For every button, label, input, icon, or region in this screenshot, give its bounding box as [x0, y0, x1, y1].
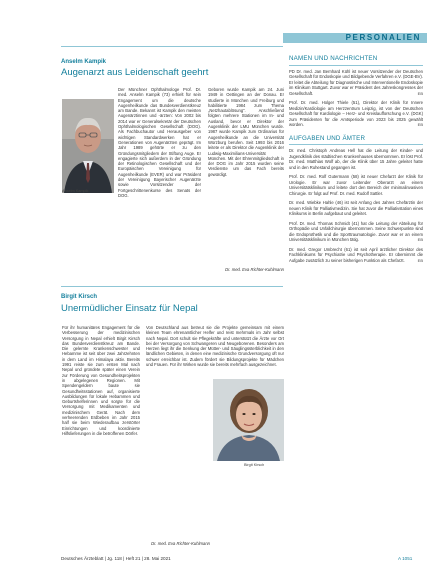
article2-kicker: Birgit Kirsch [61, 294, 98, 300]
offices-item [289, 200, 423, 217]
article2-column-1 [62, 325, 140, 547]
portrait-image [62, 99, 114, 193]
news-heading-rule [289, 65, 423, 66]
section-title: PERSONALIEN [345, 33, 421, 42]
article1-body-1: Der Münchner Ophthalmologe Prof. Dr. med. Anselm Kampik (73) erhielt für sein Engagement um die deutsche Augenheilkunde das Bundesverdienstkreuz am Bande. Bekannt ist Kampik den meisten Augenärztinnen und -ärzten: Von 2002 bis 2014 war er Generalsekretär der Deutschen Ophthalmologischen Gesellschaft (DOG). Als Fachbuchautor und Herausgeber von wichtigen Standardwerken hat er Generationen von Augenärzten geprägt. Im Jahr 1989 gehörte er zu den Gründungsmitgliedern der Stiftung Auge. Er engagierte sich außerdem in der Gründung der Retinologischen Gesellschaft und der Europäischen Vereinigung für Augenheilkunde (EVER) und war Präsident der Vereinigung Bayerischer Augenärzte sowie Vorsitzender der Fortgeschrittenenkurse des Senats der DOG. [118, 87, 201, 198]
article-divider-2 [61, 286, 283, 287]
article2-body-1: Für ihr humanitäres Engagement für die Verbesserung der medizinischen Versorgung in Nepal erhielt Birgit Kirsch das Bundesverdienstkreuz am Bande. Die gelernte Krankenschwester und Hebamme ist seit über zwei Jahrzehnten in dem Land im Himalaya aktiv. Bereits 1991 reiste sie zum ersten Mal nach Nepal und gründete später einen Verein zur Förderung von Gesundheitsprojekten in abgelegenen Regionen. Mit Spendengeldern baute sie Gesundheitsstationen auf, organisierte Ausbildungen für lokale Hebammen und Geburtshelferinnen und sorgte für die Versorgung mit Medikamenten und medizinischem Gerät. Nach dem verheerenden Erdbeben im Jahr 2015 half sie beim Wiederaufbau zerstörter Einrichtungen und koordinierte Hilfslieferungen in die betroffenen Dörfer. [62, 325, 140, 436]
sidebar [289, 56, 423, 267]
article1-signature: Dr. med. Eva Richter-Kuhlmann [225, 267, 284, 272]
article1-signature-box [208, 267, 284, 273]
article1-photo-caption: Anselm Kampik [62, 189, 89, 193]
offices-heading: AUFGABEN UND ÄMTER [289, 134, 366, 142]
news-item [289, 69, 423, 97]
news-heading: NAMEN UND NACHRICHTEN [289, 55, 378, 62]
article2-headline: Unermüdlicher Einsatz für Nepal [61, 303, 198, 314]
footer-journal: Deutsches Ärzteblatt | Jg. 118 | Heft 21 | 28. Mai 2021 [61, 556, 171, 561]
article2-signature-box [146, 541, 210, 547]
article2-column-2a [146, 325, 284, 377]
offices-item-ref: EB [417, 257, 423, 263]
news-item-ref: EB [417, 122, 423, 127]
offices-item [289, 148, 423, 170]
article1-column-2 [208, 87, 284, 257]
news-item [289, 100, 423, 128]
offices-item-ref: EB [417, 237, 423, 242]
footer-page-number: A 1051 [398, 556, 413, 561]
article1-portrait [62, 99, 114, 193]
offices-item [289, 247, 423, 264]
offices-heading-rule [289, 144, 423, 145]
offices-item-text: Dr. med. Christoph Andreas Hell hat die Leitung der Kinder- und Jugendklinik des städtischen Krankenhauses übernommen. Er löst Prof. Dr. med. Matthias Wolf ab, der die Klinik über 15 Jahre geleitet hatte und in den Ruhestand gegangen ist. [289, 148, 423, 170]
offices-item-text: Dr. med. Wiebke Hahle (46) ist seit Anfang des Jahres Chefärztin der neuen Klinik für Palliativmedizin. Sie hat zuvor die Palliativstation eines Klinikums in Berlin aufgebaut und geleitet. [289, 200, 423, 216]
offices-item [289, 221, 423, 243]
news-item-ref: EB [417, 90, 423, 96]
article1-column-1a [118, 87, 201, 199]
article1-column-1b [62, 202, 201, 274]
page-header [0, 0, 427, 44]
article1-kicker: Anselm Kampik [61, 59, 107, 65]
article-divider [61, 46, 283, 47]
article2-column-2b [146, 378, 210, 542]
portrait-image [213, 379, 284, 461]
offices-item-text: Dr. med. Gregor Umbrecht (61) ist seit April ärztlicher Direktor des Fachklinikums für Psychiatrie und Psychotherapie. Er übernimmt die Aufgabe zusätzlich zu seiner bisherigen Funktion als Chefarzt. [289, 246, 423, 263]
article1-body-2: Geboren wurde Kampik am 24. Juni 1949 in Oettingen an der Donau. Er studierte in München und Freiburg und habilitierte 1984 zum Thema „Netzhautablösung“. Anschließend folgten mehrere Stationen im In- und Ausland, bevor er Direktor der Augenklinik der LMU München wurde. 1987 wurde Kampik zum Ordinarius für Augenheilkunde an die Universität Würzburg berufen. Seit 1993 bis 2016 leitete er als Direktor die Augenklinik der Ludwig-Maximilians-Universität München. Mit der Ehrenmitgliedschaft in der DOG im Jahr 2015 wurden seine Verdienste um das Fach bereits gewürdigt. [208, 87, 284, 177]
offices-item-text: Prof. Dr. med. Rolf Gutermann (58) ist neuer Chefarzt der Klinik für Urologie. Er war zuvor Leitender Oberarzt an einem Universitätsklinikum und leitete dort den Bereich der minimalinvasiven Chirurgie. Er folgt auf Prof. Dr. med. Rudolf Sattler. [289, 174, 423, 196]
offices-item-text: Prof. Dr. med. Thomas Schmidt (41) hat die Leitung der Abteilung für Orthopädie und Unfallchirurgie übernommen. Seine Schwerpunkte sind die Endoprothetik und die Sporttraumatologie. Zuvor war er an einem Universitätsklinikum in München tätig. [289, 220, 423, 242]
article2-photo-caption: Birgit Kirsch [244, 463, 265, 467]
article2-body-2: Von Deutschland aus betreut sie die Projekte gemeinsam mit einem kleinen Team ehrenamtlicher Helfer und reist mehrmals im Jahr selbst nach Nepal. Dort schult sie Pflegekräfte und unterstützt die Ärzte vor Ort bei der Versorgung von Schwangeren und Neugeborenen. Besonders am Herzen liegt ihr die Senkung der Mütter- und Säuglingssterblichkeit in den ländlichen Gebieten, in denen eine medizinische Grundversorgung oft nur schwer erreichbar ist. Zudem fördert sie Bildungsprojekte für Mädchen und Frauen. Für ihr Wirken wurde sie bereits mehrfach ausgezeichnet. [146, 325, 284, 368]
article2-portrait [213, 379, 284, 461]
article1-headline: Augenarzt aus Leidenschaft geehrt [61, 67, 209, 78]
offices-item [289, 174, 423, 196]
news-item-text: Prof. Dr. med. Holger Thiele (51), Direktor der Klinik für Innere Medizin/Kardiologie am Herzzentrum Leipzig, ist von der Deutschen Gesellschaft für Kardiologie – Herz- und Kreislaufforschung e.V. (DGK) zum Präsidenten für die Amtsperiode von 2023 bis 2025 gewählt worden. [289, 100, 423, 127]
article2-signature: Dr. med. Eva Richter-Kuhlmann [151, 541, 210, 546]
news-item-text: PD Dr. med. Jan Bernhard Kühl ist neuer Vorsitzender der Deutschen Gesellschaft für Endoskopie und Bildgebende Verfahren e.V. (DGE-BV). Er leitet die Abteilung für Diagnostische und Interventionelle Endoskopie im Klinikum Stuttgart. Zuvor war er Präsident des Jahreskongresses der Gesellschaft. [289, 68, 423, 96]
